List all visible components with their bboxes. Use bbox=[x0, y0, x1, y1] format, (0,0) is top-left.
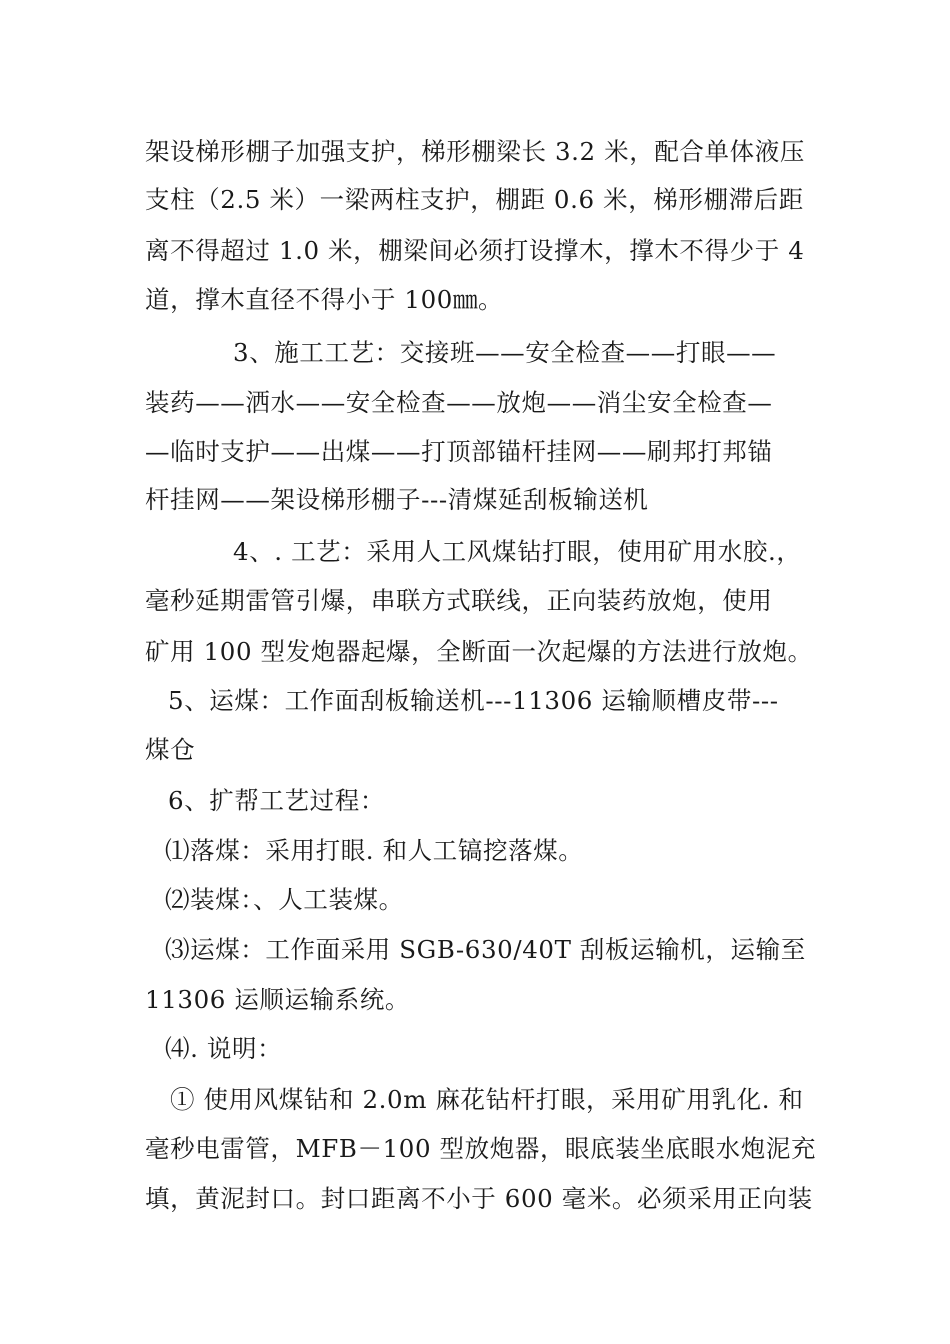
text-line: 煤仓 bbox=[145, 735, 196, 764]
text-line: 11306 运顺运输系统。 bbox=[145, 985, 411, 1014]
text-line: 架设梯形棚子加强支护，梯形棚梁长 3.2 米，配合单体液压 bbox=[145, 137, 805, 166]
text-line: 矿用 100 型发炮器起爆，全断面一次起爆的方法进行放炮。 bbox=[145, 637, 813, 666]
text-line: ⑷. 说明： bbox=[165, 1034, 283, 1063]
text-line: ⑴落煤：采用打眼. 和人工镐挖落煤。 bbox=[165, 836, 584, 865]
text-line: 离不得超过 1.0 米，棚梁间必须打设撑木，撑木不得少于 4 bbox=[145, 236, 805, 265]
text-line: —临时支护——出煤——打顶部锚杆挂网——刷邦打邦锚 bbox=[145, 437, 773, 466]
text-line: 4、. 工艺：采用人工风煤钻打眼，使用矿用水胶.， bbox=[233, 537, 802, 566]
text-line: 装药——洒水——安全检查——放炮——消尘安全检查— bbox=[145, 388, 773, 417]
text-line: ⑶运煤：工作面采用 SGB-630/40T 刮板运输机，运输至 bbox=[165, 935, 806, 964]
text-line: 填，黄泥封口。封口距离不小于 600 毫米。必须采用正向装 bbox=[145, 1184, 813, 1213]
text-line: 5、运煤：工作面刮板输送机---11306 运输顺槽皮带--- bbox=[168, 686, 779, 715]
text-line: 毫秒电雷管，MFB－100 型放炮器，眼底装坐底眼水炮泥充 bbox=[145, 1134, 817, 1163]
text-line: 3、施工工艺：交接班——安全检查——打眼—— bbox=[233, 338, 777, 367]
text-line: 毫秒延期雷管引爆，串联方式联线，正向装药放炮，使用 bbox=[145, 586, 773, 615]
text-line: 6、扩帮工艺过程： bbox=[168, 786, 385, 815]
text-line: 支柱（2.5 米）一梁两柱支护，棚距 0.6 米，梯形棚滞后距 bbox=[145, 185, 804, 214]
text-line: ⑵装煤：、人工装煤。 bbox=[165, 885, 404, 914]
text-line: 道，撑木直径不得小于 100㎜。 bbox=[145, 285, 504, 314]
text-line: 杆挂网——架设梯形棚子---清煤延刮板输送机 bbox=[145, 485, 649, 514]
text-line: ① 使用风煤钻和 2.0m 麻花钻杆打眼，采用矿用乳化. 和 bbox=[170, 1085, 804, 1114]
